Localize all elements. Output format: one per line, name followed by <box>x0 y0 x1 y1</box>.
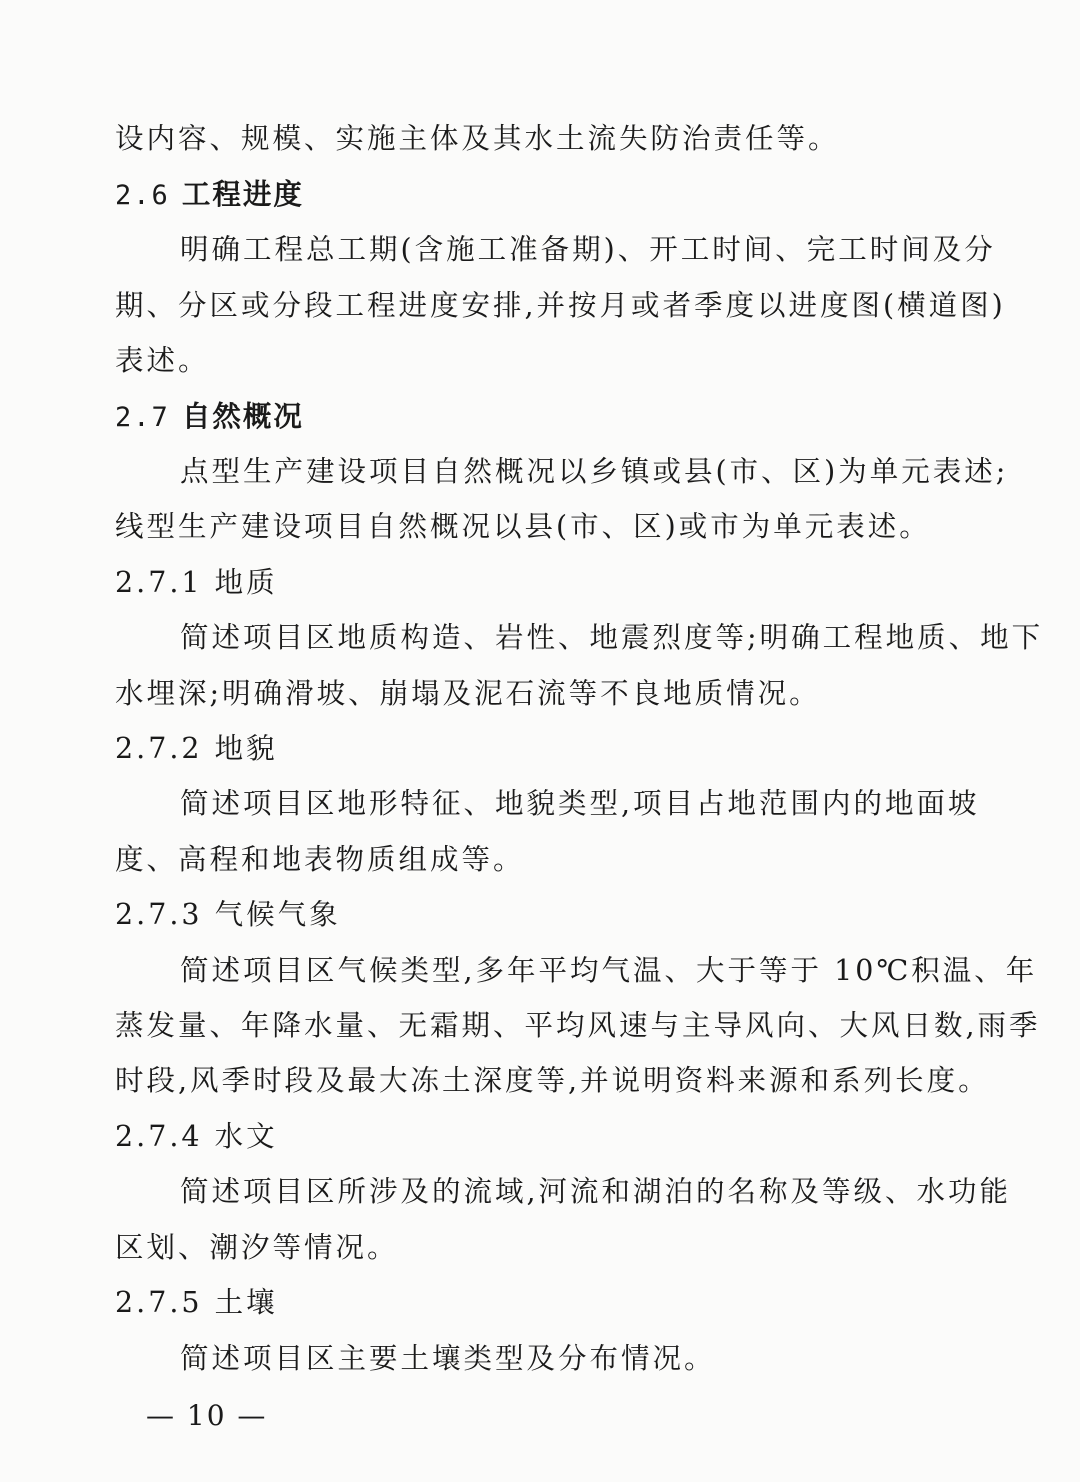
subsection-heading-2-7-3: 2.7.3 气候气象 <box>115 898 341 931</box>
page-number: — 10 — <box>146 1399 268 1432</box>
paragraph-line: 简述项目区所涉及的流域,河流和湖泊的名称及等级、水功能 <box>180 1175 1012 1208</box>
paragraph-line: 水埋深;明确滑坡、崩塌及泥石流等不良地质情况。 <box>115 677 821 710</box>
subsection-heading-2-7-2: 2.7.2 地貌 <box>115 732 278 765</box>
section-title: 工程进度 <box>181 178 304 211</box>
paragraph-line: 表述。 <box>115 344 210 377</box>
section-number: 2.7 <box>115 402 170 433</box>
section-heading-2-6 <box>115 167 976 224</box>
subsection-heading-2-7-5: 2.7.5 土壤 <box>115 1286 278 1319</box>
paragraph-line: 简述项目区地质构造、岩性、地震烈度等;明确工程地质、地下 <box>180 621 1044 654</box>
paragraph-line: 简述项目区主要土壤类型及分布情况。 <box>180 1342 716 1375</box>
section-title: 自然概况 <box>181 400 304 433</box>
section-heading-2-7 <box>115 389 976 446</box>
section-number: 2.6 <box>115 180 170 211</box>
paragraph-line: 线型生产建设项目自然概况以县(市、区)或市为单元表述。 <box>115 510 931 543</box>
paragraph-line: 期、分区或分段工程进度安排,并按月或者季度以进度图(横道图) <box>115 289 1006 322</box>
paragraph-line: 点型生产建设项目自然概况以乡镇或县(市、区)为单元表述; <box>180 455 1009 488</box>
paragraph-line: 明确工程总工期(含施工准备期)、开工时间、完工时间及分 <box>180 233 996 266</box>
paragraph-line: 度、高程和地表物质组成等。 <box>115 843 525 876</box>
paragraph-line: 简述项目区地形特征、地貌类型,项目占地范围内的地面坡 <box>180 787 980 820</box>
paragraph-line: 区划、潮汐等情况。 <box>115 1231 399 1264</box>
subsection-heading-2-7-4: 2.7.4 水文 <box>115 1120 278 1153</box>
subsection-heading-2-7-1: 2.7.1 地质 <box>115 566 278 599</box>
paragraph-line: 设内容、规模、实施主体及其水土流失防治责任等。 <box>115 122 840 155</box>
paragraph-line: 蒸发量、年降水量、无霜期、平均风速与主导风向、大风日数,雨季 <box>115 1009 1041 1042</box>
paragraph-line: 简述项目区气候类型,多年平均气温、大于等于 10℃积温、年 <box>180 954 1038 987</box>
paragraph-line: 时段,风季时段及最大冻土深度等,并说明资料来源和系列长度。 <box>115 1064 990 1097</box>
